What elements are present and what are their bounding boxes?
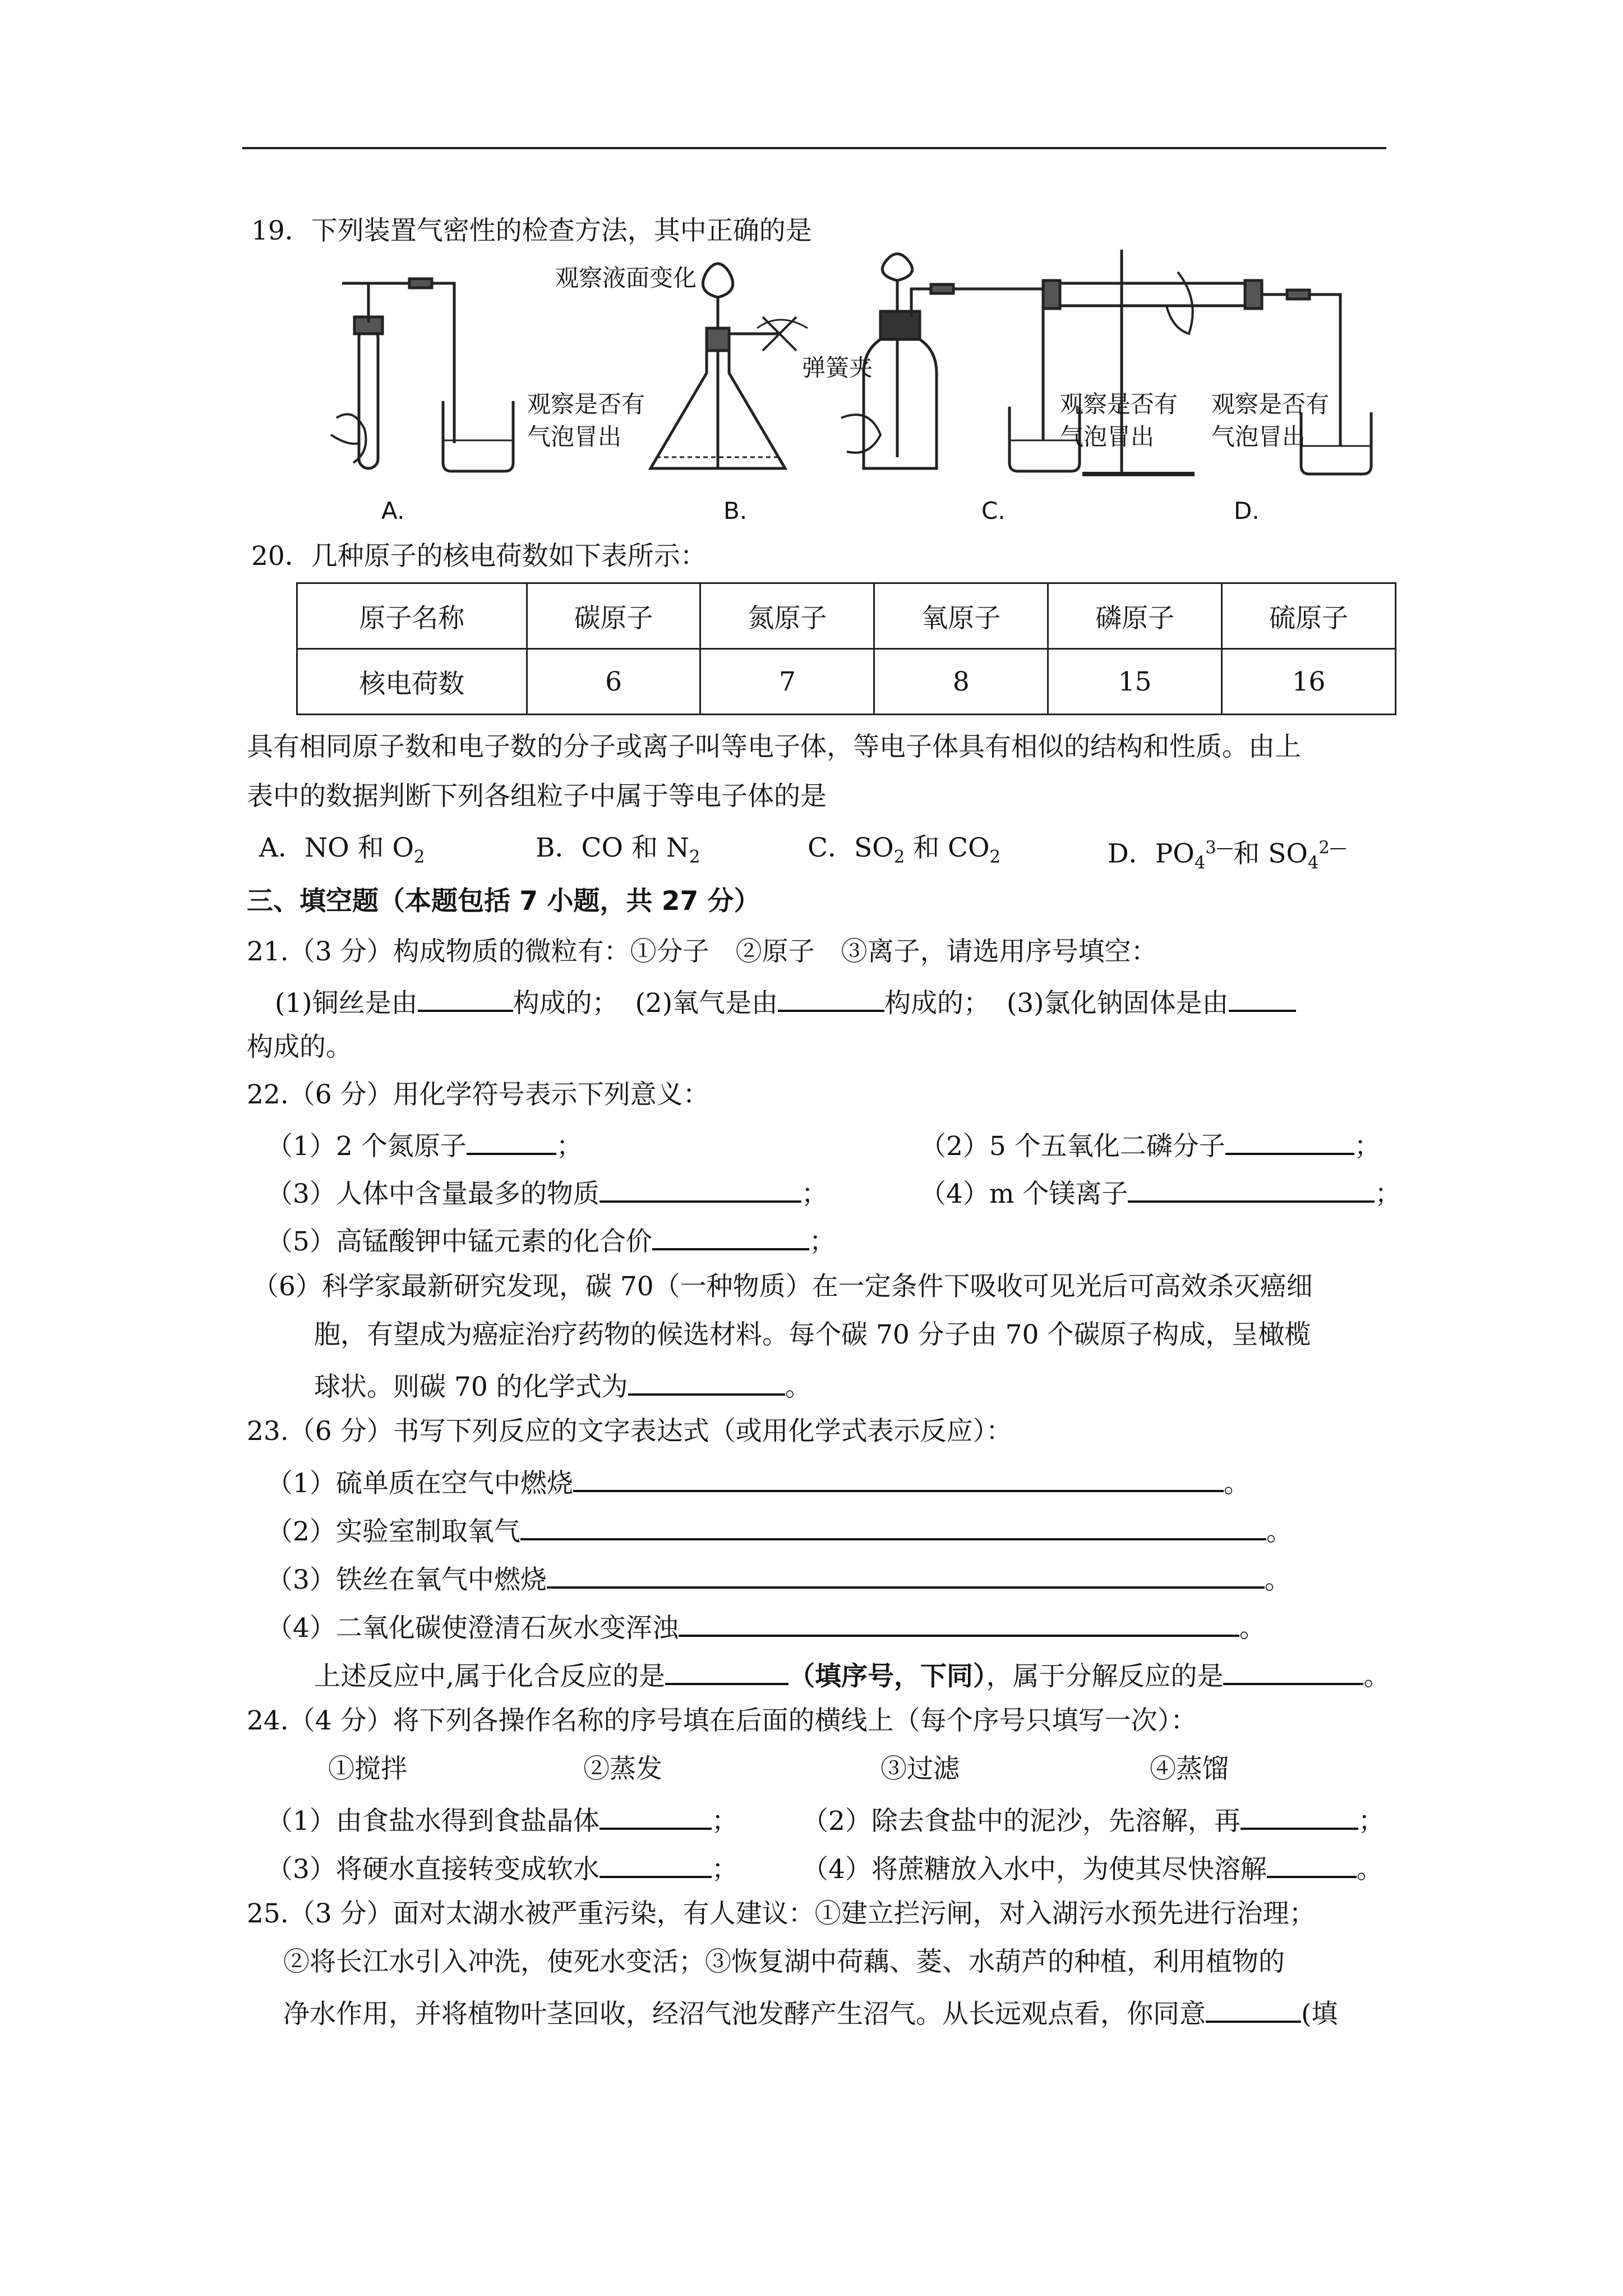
option-b-label: B. xyxy=(723,497,748,524)
q24-blank-4[interactable] xyxy=(1267,1848,1357,1878)
q20-option-d: D．$PO_4^{3—}$和 $SO_4^{2—}$ xyxy=(1108,838,1347,873)
q22-blank-2[interactable] xyxy=(1225,1125,1354,1155)
q21-blank-3[interactable] xyxy=(1229,982,1296,1012)
q23-blank-1[interactable] xyxy=(573,1462,1224,1492)
table-header-name: 原子名称 xyxy=(297,583,527,649)
q22-blank-4[interactable] xyxy=(1128,1172,1375,1203)
q24-item-3: （3）将硬水直接转变成软水 ； xyxy=(266,1848,738,1888)
q23-item-2: （2）实验室制取氧气 。 xyxy=(266,1510,1293,1550)
q24-op-3: ③过滤 xyxy=(880,1754,960,1784)
q23-blank-2[interactable] xyxy=(520,1510,1266,1540)
q24-stem: 24.（4 分）将下列各操作名称的序号填在后面的横线上（每个序号只填写一次）： xyxy=(247,1705,1197,1736)
label-bubbles-c2: 气泡冒出 xyxy=(1060,423,1155,450)
section-3-title: 三、填空题（本题包括 7 小题，共 27 分） xyxy=(247,886,760,917)
q23-blank-3[interactable] xyxy=(547,1558,1265,1589)
label-bubbles-a2: 气泡冒出 xyxy=(527,423,622,450)
label-bubbles-d1: 观察是否有 xyxy=(1211,390,1330,418)
table-cell: 磷原子 xyxy=(1048,583,1222,649)
q22-item-6-line-2: 胞，有望成为癌症治疗药物的候选材料。每个碳 70 分子由 70 个碳原子构成，呈橄榄 xyxy=(314,1319,1311,1350)
q20-option-a: A．NO 和 $O_2$ xyxy=(259,832,425,867)
label-observe-level: 观察液面变化 xyxy=(555,264,697,292)
q21-stem: 21.（3 分）构成物质的微粒有：①分子 ②原子 ③离子，请选用序号填空： xyxy=(247,936,1158,967)
q25-blank-1[interactable] xyxy=(1206,1993,1301,2023)
header-rule xyxy=(242,147,1386,149)
table-cell: 7 xyxy=(700,649,874,715)
q23-summary: 上述反应中,属于化合反应的是 （填序号，下同），属于分解反应的是 。 xyxy=(314,1655,1390,1695)
q22-item-6-line-1: （6）科学家最新研究发现，碳 70（一种物质）在一定条件下吸收可见光后可高效杀灭癌细 xyxy=(252,1271,1313,1302)
q25-line-2: ②将长江水引入冲洗，使死水变活；③恢复湖中荷藕、菱、水葫芦的种植，利用植物的 xyxy=(283,1947,1285,1977)
table-cell: 16 xyxy=(1222,649,1396,715)
q24-op-4: ④蒸馏 xyxy=(1150,1754,1229,1784)
table-cell: 氮原子 xyxy=(700,583,874,649)
label-bubbles-c1: 观察是否有 xyxy=(1060,390,1178,418)
q22-blank-3[interactable] xyxy=(600,1172,801,1203)
q21-blank-1[interactable] xyxy=(418,982,513,1012)
table-row xyxy=(297,649,1396,715)
label-spring-clip: 弹簧夹 xyxy=(802,354,873,381)
q25-line-3: 净水作用，并将植物叶茎回收，经沼气池发酵产生沼气。从长远观点看，你同意 (填 xyxy=(283,1993,1338,2032)
q23-item-3: （3）铁丝在氧气中燃烧 。 xyxy=(266,1558,1291,1598)
table-cell: 6 xyxy=(527,649,700,715)
table-header-charge: 核电荷数 xyxy=(297,649,527,715)
q25-line-1: 25.（3 分）面对太湖水被严重污染，有人建议：①建立拦污闸，对入湖污水预先进行治理； xyxy=(247,1898,1316,1929)
q23-blank-4[interactable] xyxy=(679,1607,1239,1637)
q20-stem: 20．几种原子的核电荷数如下表所示： xyxy=(251,541,707,572)
q22-blank-5[interactable] xyxy=(652,1220,809,1250)
q22-item-3: （3）人体中含量最多的物质 ； xyxy=(266,1172,828,1212)
q23-item-1: （1）硫单质在空气中燃烧 。 xyxy=(266,1462,1250,1502)
q20-option-b: B．CO 和 $N_2$ xyxy=(536,832,700,867)
label-bubbles-d2: 气泡冒出 xyxy=(1211,423,1306,450)
table-cell: 碳原子 xyxy=(527,583,700,649)
q21-line-1: (1)铜丝是由 构成的； (2)氧气是由 构成的； (3)氯化钠固体是由 xyxy=(275,982,1296,1022)
q22-blank-1[interactable] xyxy=(467,1125,556,1155)
q22-item-4: （4）m 个镁离子 ； xyxy=(920,1172,1401,1212)
q24-op-2: ②蒸发 xyxy=(583,1754,662,1784)
q19-apparatus-figure xyxy=(314,250,1447,530)
q24-blank-3[interactable] xyxy=(600,1848,712,1878)
q24-item-4: （4）将蔗糖放入水中，为使其尽快溶解 。 xyxy=(802,1848,1383,1888)
q20-text-2: 表中的数据判断下列各组粒子中属于等电子体的是 xyxy=(247,781,827,812)
q22-item-2: （2）5 个五氧化二磷分子 ； xyxy=(920,1125,1381,1165)
option-c-label: C. xyxy=(981,497,1006,524)
q22-item-5: （5）高锰酸钾中锰元素的化合价 ； xyxy=(266,1220,836,1260)
option-d-label: D. xyxy=(1234,497,1260,524)
apparatus-a xyxy=(331,279,513,471)
label-bubbles-a1: 观察是否有 xyxy=(527,390,645,418)
q24-item-2: （2）除去食盐中的泥沙，先溶解，再 ； xyxy=(802,1800,1385,1839)
q24-op-1: ①搅拌 xyxy=(328,1754,407,1784)
table-cell: 硫原子 xyxy=(1222,583,1396,649)
q23-item-4: （4）二氧化碳使澄清石灰水变浑浊 。 xyxy=(266,1607,1266,1646)
q20-option-c: C．$SO_2$ 和 $CO_2$ xyxy=(808,832,1000,867)
apparatus-b xyxy=(651,264,808,468)
q21-line-2: 构成的。 xyxy=(247,1032,352,1062)
option-a-label: A. xyxy=(381,497,405,524)
q23-stem: 23.（6 分）书写下列反应的文字表达式（或用化学式表示反应）： xyxy=(247,1416,1013,1447)
table-cell: 15 xyxy=(1048,649,1222,715)
q23-blank-decomposition[interactable] xyxy=(1223,1655,1363,1685)
q23-blank-combination[interactable] xyxy=(665,1655,789,1685)
table-row xyxy=(297,583,1396,649)
q22-item-1: （1）2 个氮原子 ； xyxy=(266,1125,583,1165)
q19-stem: 19．下列装置气密性的检查方法，其中正确的是 xyxy=(251,215,812,246)
atom-charge-table xyxy=(296,582,1396,715)
q22-stem: 22.（6 分）用化学符号表示下列意义： xyxy=(247,1079,709,1110)
table-cell: 氧原子 xyxy=(874,583,1048,649)
table-cell: 8 xyxy=(874,649,1048,715)
q24-blank-1[interactable] xyxy=(600,1800,712,1830)
q24-item-1: （1）由食盐水得到食盐晶体 ； xyxy=(266,1800,738,1839)
q22-blank-6[interactable] xyxy=(628,1365,785,1396)
q22-item-6-line-3: 球状。则碳 70 的化学式为 。 xyxy=(314,1365,811,1405)
q24-blank-2[interactable] xyxy=(1241,1800,1358,1830)
q21-blank-2[interactable] xyxy=(778,982,884,1012)
q20-text-1: 具有相同原子数和电子数的分子或离子叫等电子体，等电子体具有相似的结构和性质。由上 xyxy=(247,731,1301,762)
